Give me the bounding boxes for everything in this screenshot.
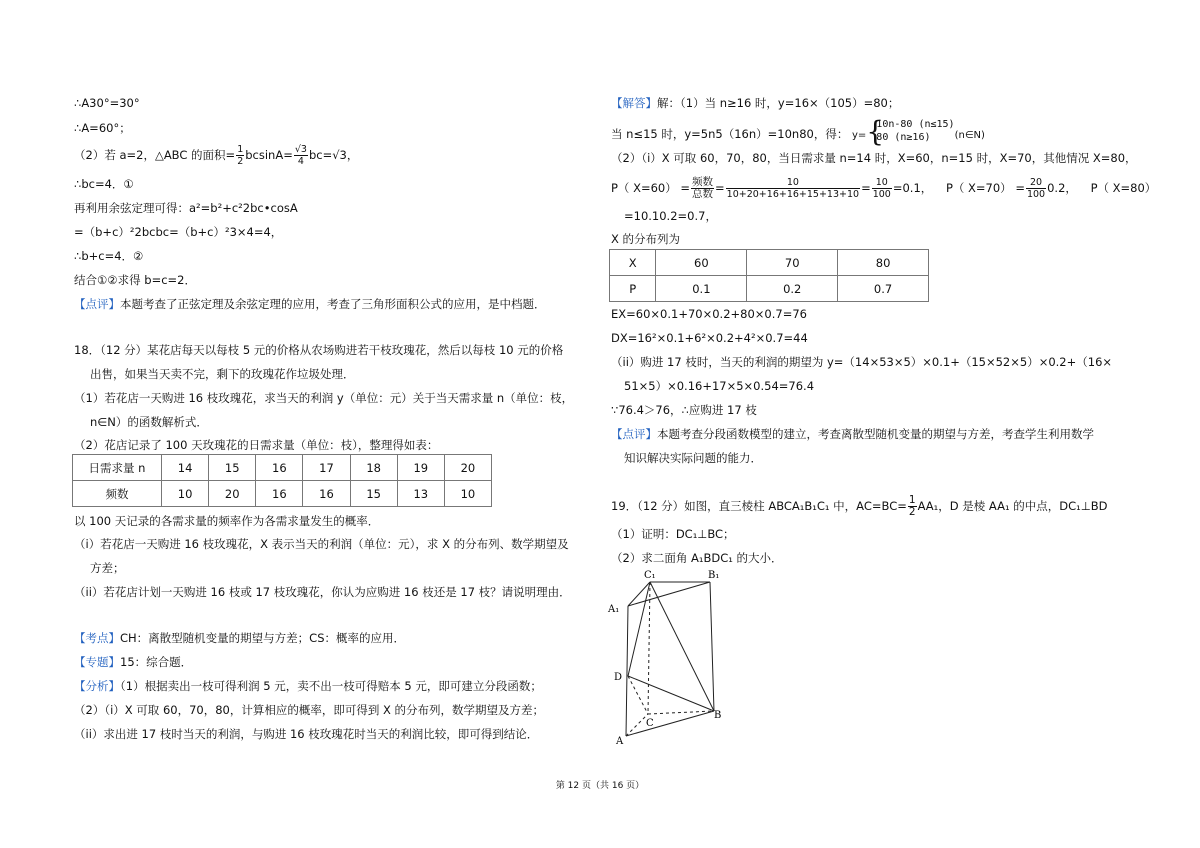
table-cell: 日需求量 n: [73, 455, 162, 481]
table-cell: 18: [350, 455, 397, 481]
table-cell: 80: [838, 250, 929, 276]
table-cell: 0.1: [656, 276, 747, 302]
frac-den: 2: [237, 156, 244, 167]
figure-label: A: [616, 736, 624, 747]
table-cell: 19: [397, 455, 444, 481]
text-line: DX=16²×0.1+6²×0.2+4²×0.7=44: [611, 331, 808, 345]
table-cell: X: [610, 250, 656, 276]
frac-num: 20: [1026, 177, 1046, 189]
frac-num: √3: [294, 144, 307, 155]
frac-den: 4: [297, 156, 304, 167]
text-line: （ii）若花店计划一天购进 16 枝或 17 枝玫瑰花，你认为应购进 16 枝还是 17 枝？请说明理由．: [74, 585, 571, 599]
text: =: [715, 181, 725, 195]
text-line: =（b+c）²﻿2bc﻿bc=（b+c）²﻿3×4=4，: [74, 225, 283, 239]
frac-den: 2: [908, 506, 916, 518]
piecewise-row: 10n-80 (n≤15): [876, 119, 955, 130]
figure-label: D: [614, 672, 623, 683]
text: P（ X=60） =: [611, 181, 691, 195]
text-line: 5﻿1×5）×0.16+17×5×0.54=76.4: [624, 379, 815, 393]
review-tag: 【点评】: [611, 427, 657, 441]
text-line: （2）花店记录了 100 天玫瑰花的日需求量（单位：枝），整理得如表：: [74, 438, 439, 452]
kaodian-tag: 【考点】: [74, 631, 120, 645]
table-cell: 20: [209, 481, 256, 507]
table-cell: 13: [397, 481, 444, 507]
piecewise-function: [866, 115, 955, 151]
text: (n∈N): [954, 130, 985, 141]
text-line: ∵76.4＞76，∴应购进 17 枝: [611, 403, 757, 417]
text-line: 结合①②求得 b=c=2．: [74, 273, 196, 287]
text: 解：（1）当 n≥16 时，y=16×（10﻿5）=80；: [657, 96, 900, 110]
text-line: 方差；: [90, 561, 125, 575]
brace-icon: {: [866, 115, 885, 148]
review-text: 本题考查了正弦定理及余弦定理的应用，考查了三角形面积公式的应用，是中档题．: [120, 297, 546, 311]
frac-den: 100: [872, 189, 891, 200]
table-cell: 60: [656, 250, 747, 276]
text: y=: [852, 130, 867, 141]
text-line: （ii）求出进 17 枝时当天的利润，与购进 16 枝玫瑰花时当天的利润比较，即可得到结论．: [74, 727, 539, 741]
text: （2）若 a=2，△ABC 的面积=: [74, 148, 236, 162]
fenxi-tag: 【分析】: [74, 679, 120, 693]
table-cell: 10: [444, 481, 491, 507]
table-cell: 10: [162, 481, 209, 507]
review-text: 本题考查分段函数模型的建立，考查离散型随机变量的期望与方差，考查学生利用数学: [657, 427, 1094, 441]
table-cell: 0.7: [838, 276, 929, 302]
text-line: ∴b+c=4．②: [74, 249, 144, 263]
table-cell: 16: [303, 481, 350, 507]
text-line: （1）证明：DC₁⊥BC；: [611, 527, 735, 541]
text-line: （2）（i）X 可取 60，70，80，当日需求量 n=14 时，X=60，n=15 时，X=70，其他情况 X=80，: [611, 151, 1137, 165]
frac-den: 10+20+16+16+15+13+10: [726, 189, 860, 200]
text-line: （1）若花店一天购进 16 枝玫瑰花，求当天的利润 y（单位：元）关于当天需求量 n（单位：枝，: [74, 391, 574, 405]
kaodian-text: CH：离散型随机变量的期望与方差；CS：概率的应用．: [120, 631, 406, 645]
piecewise-line: [611, 115, 985, 151]
text-line: X 的分布列为: [611, 232, 681, 246]
frac-den: 100: [1026, 189, 1046, 200]
distribution-table: [609, 249, 929, 302]
text: bcsinA=: [245, 148, 293, 162]
text: 0.2，: [1047, 181, 1077, 195]
frac-num: 10: [726, 177, 860, 189]
text-line: EX=60×0.1+70×0.2+80×0.7=76: [611, 307, 807, 321]
kaodian-line: [74, 630, 405, 646]
figure-label: B₁: [708, 570, 720, 581]
table-cell: 16: [256, 455, 303, 481]
figure-label: B: [714, 710, 722, 721]
table-cell: 14: [162, 455, 209, 481]
text: P（ X=80）: [1090, 181, 1157, 195]
table-cell: 频数: [73, 481, 162, 507]
jieda-line: [611, 95, 899, 111]
text-line: 知识解决实际问题的能力．: [624, 451, 762, 465]
zhuanti-line: [74, 654, 192, 670]
question-18: 18．（12 分）某花店每天以每枝 5 元的价格从农场购进若干枝玫瑰花，然后以每枝 10 元的价格: [74, 343, 564, 357]
text: 19．（12 分）如图，直三棱柱 ABC﻿A₁B₁C₁ 中，AC=BC=: [611, 499, 907, 513]
text-line: n∈N）的函数解析式．: [90, 415, 208, 429]
frac-num: 1: [237, 144, 244, 155]
text-line: ∴A﻿30°=30°: [74, 96, 140, 110]
figure-label: A₁: [608, 604, 620, 615]
figure-label: C₁: [644, 570, 656, 581]
table-cell: 70: [747, 250, 838, 276]
text: bc=√3，: [308, 148, 359, 162]
table-cell: 15: [350, 481, 397, 507]
table-cell: 20: [444, 455, 491, 481]
text: AA₁，D 是棱 AA₁ 的中点，DC₁⊥BD: [917, 499, 1108, 513]
demand-table: [72, 454, 492, 507]
zhuanti-text: 15：综合题．: [120, 655, 193, 669]
page-footer: 第 12 页（共 16 页）: [555, 781, 645, 791]
jieda-tag: 【解答】: [611, 96, 657, 110]
text-line: （2）（i）X 可取 60，70，80，计算相应的概率，即可得到 X 的分布列，数学期望及方差；: [74, 703, 545, 717]
text-line: =1﻿0.1﻿0.2=0.7，: [624, 209, 717, 223]
frac-num: 1: [908, 494, 916, 506]
table-cell: 16: [256, 481, 303, 507]
figure-label: C: [646, 718, 654, 729]
prism-figure: [600, 566, 740, 748]
fenxi-line: [74, 678, 542, 694]
text-line: （2）求二面角 A₁﻿BD﻿C₁ 的大小．: [611, 551, 783, 565]
text: =0.1，: [892, 181, 933, 195]
zhuanti-tag: 【专题】: [74, 655, 120, 669]
piecewise-row: 80 (n≥16): [876, 132, 931, 143]
text-line: （ii）购进 17 枝时，当天的利润的期望为 y=（14×5﻿3×5）×0.1+（15×5﻿2×5）×0.2+（16×: [611, 355, 1113, 369]
table-cell: 15: [209, 455, 256, 481]
review-line: [611, 426, 1094, 442]
text-line: 再利用余弦定理可得：a²=b²+c²﻿2bc•cosA: [74, 201, 298, 215]
text-line: ∴A=60°；: [74, 121, 131, 135]
frac-num: 10: [872, 177, 892, 189]
frac-num: 频数: [692, 176, 714, 188]
review-line: [74, 296, 546, 312]
text-line: 出售，如果当天卖不完，剩下的玫瑰花作垃圾处理．: [90, 367, 355, 381]
frac-den: 总数: [692, 188, 714, 200]
text-line: ∴bc=4．①: [74, 177, 134, 191]
probability-line: P（ X=60） = $\frac{\text{频数}}{\text{总数}}$ = $\frac{10}{10+20+16+16+15+13+10}$ = $\frac{10}{100}$ =0.1， P（ X=70） = $\frac{20}{100}$ 0.2， P（ X=80）: [611, 176, 1157, 200]
review-tag: 【点评】: [74, 297, 120, 311]
table-cell: P: [610, 276, 656, 302]
table-cell: 0.2: [747, 276, 838, 302]
text-line: 以 100 天记录的各需求量的频率作为各需求量发生的概率．: [74, 514, 380, 528]
table-cell: 17: [303, 455, 350, 481]
fenxi-text: （1）根据卖出一枝可得利润 5 元，卖不出一枝可得赔本 5 元，即可建立分段函数；: [120, 679, 542, 693]
area-formula-line: [74, 144, 358, 167]
question-19: [611, 492, 1107, 520]
text: 当 n≤15 时，y=5n﻿5（16﻿n）=10n﻿80，得：: [611, 127, 849, 141]
text: P（ X=70） =: [945, 181, 1025, 195]
text-line: （i）若花店一天购进 16 枝玫瑰花，X 表示当天的利润（单位：元），求 X 的分布列、数学期望及: [74, 537, 569, 551]
